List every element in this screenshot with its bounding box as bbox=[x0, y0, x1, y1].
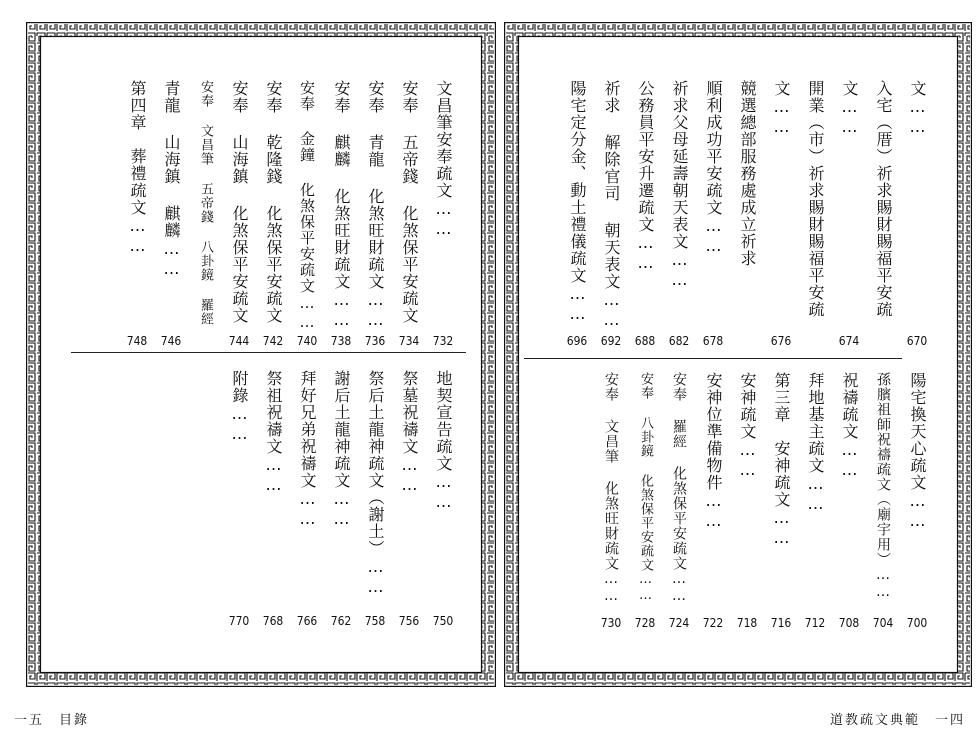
toc-entry: 陽宅換天心疏文…… 700 bbox=[906, 372, 928, 630]
toc-entry: 附錄…… 770 bbox=[228, 370, 250, 628]
toc-entry: 青龍 山海鎮 麒麟…… 746 bbox=[160, 80, 182, 348]
toc-entry: 祈求 解除官司 朝天表文…… 692 bbox=[600, 80, 622, 348]
left-divider bbox=[71, 352, 466, 353]
toc-entry: 文…… 670 bbox=[906, 80, 928, 348]
toc-entry: 謝后土龍神疏文…… 762 bbox=[330, 370, 352, 628]
toc-entry: 安奉 文昌筆 化煞旺財疏文…… 730 bbox=[600, 372, 622, 630]
right-page bbox=[504, 22, 972, 687]
toc-entry: 開業（市）祈求賜財賜福平安疏 bbox=[806, 80, 825, 318]
toc-entry: 孫臏祖師祝禱疏文（廟宇用）…… 704 bbox=[872, 372, 894, 630]
left-lower-toc bbox=[58, 370, 458, 630]
toc-entry: 祭后土龍神疏文（謝土）…… 758 bbox=[364, 370, 386, 628]
right-lower-toc bbox=[542, 372, 932, 632]
toc-entry: 陽宅定分金、動土禮儀疏文…… 696 bbox=[566, 80, 588, 348]
toc-entry: 安奉 羅經 化煞保平安疏文…… 724 bbox=[668, 372, 690, 630]
right-footer: 道教疏文典範 一四 bbox=[829, 713, 965, 728]
left-upper-toc bbox=[58, 80, 458, 350]
toc-entry: 祝禱疏文…… 708 bbox=[838, 372, 860, 630]
right-upper-toc bbox=[542, 80, 932, 350]
toc-entry: 祭墓祝禱文…… 756 bbox=[398, 370, 420, 628]
toc-entry: 安奉 文昌筆 五帝錢 八卦鏡 羅經 bbox=[198, 80, 213, 326]
toc-entry: 安奉 麒麟 化煞旺財疏文…… 738 bbox=[330, 80, 352, 348]
toc-entry: 第三章 安神疏文…… 716 bbox=[770, 372, 792, 630]
toc-entry: 祈求父母延壽朝天表文…… 682 bbox=[668, 80, 690, 348]
left-page bbox=[26, 22, 496, 687]
toc-entry: 文…… 674 bbox=[838, 80, 860, 348]
toc-entry: 文昌筆安奉疏文…… 732 bbox=[432, 80, 454, 348]
toc-entry: 第四章 葬禮疏文…… 748 bbox=[126, 80, 148, 348]
toc-entry: 安神疏文…… 718 bbox=[736, 372, 758, 630]
toc-entry: 入宅（厝）祈求賜財賜福平安疏 bbox=[874, 80, 893, 318]
toc-entry: 安奉 乾隆錢 化煞保平安疏文 742 bbox=[262, 80, 284, 348]
toc-entry: 拜地基主疏文…… 712 bbox=[804, 372, 826, 630]
toc-entry: 安奉 山海鎮 化煞保平安疏文 744 bbox=[228, 80, 250, 348]
toc-entry: 祭祖祝禱文…… 768 bbox=[262, 370, 284, 628]
toc-entry: 地契宣告疏文…… 750 bbox=[432, 370, 454, 628]
toc-entry: 順利成功平安疏文…… 678 bbox=[702, 80, 724, 348]
toc-entry: 安奉 八卦鏡 化煞保平安疏文…… 728 bbox=[634, 372, 656, 630]
right-divider bbox=[524, 358, 902, 359]
toc-entry: 競選總部服務處成立祈求 bbox=[738, 80, 757, 267]
toc-entry: 文…… 676 bbox=[770, 80, 792, 348]
toc-entry: 安奉 五帝錢 化煞保平安疏文 734 bbox=[398, 80, 420, 348]
toc-entry: 安奉 金鐘 化煞保平安疏文…… 740 bbox=[296, 80, 318, 348]
toc-entry: 拜好兄弟祝禱文…… 766 bbox=[296, 370, 318, 628]
toc-entry: 安神位準備物件…… 722 bbox=[702, 372, 724, 630]
toc-entry: 安奉 青龍 化煞旺財疏文…… 736 bbox=[364, 80, 386, 348]
left-footer: 一五 目錄 bbox=[14, 713, 90, 728]
toc-entry: 公務員平安升遷疏文…… 688 bbox=[634, 80, 656, 348]
